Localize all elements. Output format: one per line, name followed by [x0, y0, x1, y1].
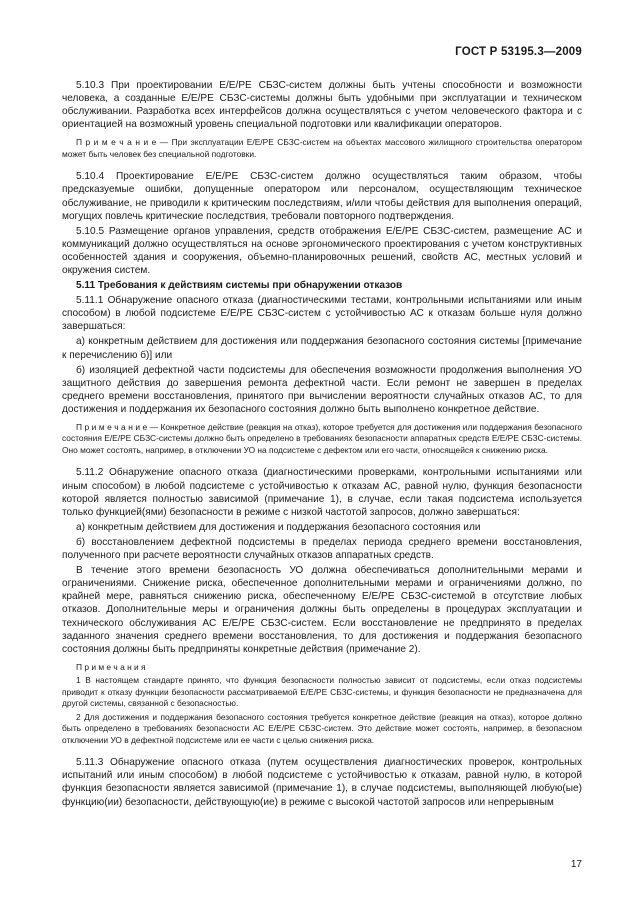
paragraph-5-10-3: 5.10.3 При проектировании Е/Е/РЕ СБЗС-систем должны быть учтены способности и возможности человека, а созданные Е/Е/РЕ СБЗС-системы должны быть удобными при эксплуатации и техническом обслуживании. Разработка всех интерфейсов должна осуществляться с учетом человеческого фактора и с ориентацией на возможный уровень специальной подготовки или квалификации операторов.	[62, 80, 582, 131]
note-5-10-3	[62, 137, 582, 160]
list-item-b-5-11-1: б) изоляцией дефектной части подсистемы для обеспечения возможности продолжения выполнения УО защитного действия до завершения ремонта дефектной части. Если ремонт не завершен в пределах среднего времени восстановления, принятого при вычислении вероятности случайных отказов АС, то для достижения и поддержания их безопасного состояния должно быть выполнено конкретное действие.	[62, 364, 582, 415]
paragraph-5-11-2: 5.11.2 Обнаружение опасного отказа (диагностическими проверками, контрольными испытаниями или иным способом) в любой подсистеме с устойчивостью к отказам АС, равной нулю, функция безопасности которой является полностью зависимой (примечание 1), в случае, если такая подсистема используется только функцией(ями) безопасности в режиме с низкой частотой запросов, должно завершаться:	[62, 467, 582, 518]
page-number: 17	[570, 859, 582, 870]
paragraph-5-10-5: 5.10.5 Размещение органов управления, средств отображения Е/Е/РЕ СБЗС-систем, размещение АС и коммуникаций должно осуществляться на основе эргономического проектирования с учетом конструктивных особенностей здания и сооружения, объемно-планировочных решений, свойств АС, местных условий и окружения систем.	[62, 225, 582, 277]
notes-label: П р и м е ч а н и я	[76, 661, 146, 672]
document-body	[62, 79, 582, 811]
paragraph-recovery-time: В течение этого времени безопасность УО должна обеспечиваться дополнительными мерами и ограничениями. Снижение риска, обеспеченное дополнительными мерами и ограничениями должно, по крайней мере, равняться снижению риска, обеспеченному Е/Е/РЕ СБЗС-системой в отсутствие любых отказов. Дополнительные меры и ограничения должны быть определены в процедурах эксплуатации и технического обслуживания АС Е/Е/РЕ СБЗС-систем. Если восстановление не предпринято в пределах заданного значения среднего времени восстановления, то для достижения и поддержания безопасного состояния должны быть предприняты конкретные действия (примечание 2).	[62, 565, 582, 655]
note-2: 2 Для достижения и поддержания безопасного состояния требуется конкретное действие (реакция на отказ), которое должно быть определено в требованиях безопасности АС Е/Е/РЕ СБЗС-систем. Это действие может состоять, например, в безопасном отключении УО в дефектной подсистеме или ее части с целью снижения риска.	[62, 711, 582, 745]
document-header: ГОСТ Р 53195.3—2009	[455, 46, 582, 58]
paragraph-5-10-4: 5.10.4 Проектирование Е/Е/РЕ СБЗС-систем должно осуществляться таким образом, чтобы предсказуемые ошибки, допущенные оператором или персоналом, осуществляющим техническое обслуживание, не приводили к критическим последствиям, и/или чтобы действия для выполнения операций, могущих повлечь критические последствия, требовали повторного подтверждения.	[62, 171, 582, 222]
note-label: П р и м е ч а н и е	[76, 421, 148, 432]
note-label: П р и м е ч а н и е	[76, 137, 157, 148]
note-5-11-1	[62, 422, 582, 457]
list-item-a-5-11-1: а) конкретным действием для достижения или поддержания безопасного состояния системы [примечание к перечислению б)] или	[62, 336, 582, 361]
note-text: — При эксплуатации Е/Е/РЕ СБЗС-систем на объектах массового жилищного строительства оператором может быть человек без специальной подготовки.	[62, 137, 582, 159]
section-heading-5-11: 5.11 Требования к действиям системы при обнаружении отказов	[76, 280, 403, 292]
paragraph-5-11-3: 5.11.3 Обнаружение опасного отказа (путем осуществления диагностических проверок, контрольных испытаний или иным способом) в любой подсистеме с устойчивостью к отказам, равной нулю, в которой функция безопасности является зависимой (примечание 1), в случае подсистемы, выполняющей любую(ые) функцию(ии) безопасности, действующую(ие) в режиме с высокой частотой запросов или непрерывным	[62, 757, 582, 808]
paragraph-5-11-1: 5.11.1 Обнаружение опасного отказа (диагностическими тестами, контрольными испытаниями или иным способом) в любой подсистеме Е/Е/РЕ СБЗС-систем с устойчивостью АС к отказам больше нуля должно завершаться:	[62, 295, 582, 333]
list-item-a-5-11-2: а) конкретным действием для достижения и поддержания безопасного состояния или	[76, 521, 481, 533]
list-item-b-5-11-2: б) восстановлением дефектной подсистемы в пределах периода среднего времени восстановления, полученного при расчете вероятности случайных отказов аппаратных средств.	[62, 536, 582, 562]
note-1: 1 В настоящем стандарте принято, что функция безопасности полностью зависит от подсистемы, если отказ подсистемы приводит к отказу функции безопасности рассматриваемой Е/Е/РЕ СБЗС-системы, и функция безопасности не предназначена для другой системы, связанной с безопасностью.	[62, 675, 582, 709]
note-text: — Конкретное действие (реакция на отказ), которое требуется для достижения или поддержания безопасного состояния Е/Е/РЕ СБЗС-системы должно быть определено в требованиях безопасности аппаратных средств Е/Е/РЕ СБЗС-системы. Оно может состоять, например, в отключении УО на подсистеме с дефектом или его части, относящейся к снижению риска.	[62, 421, 582, 455]
